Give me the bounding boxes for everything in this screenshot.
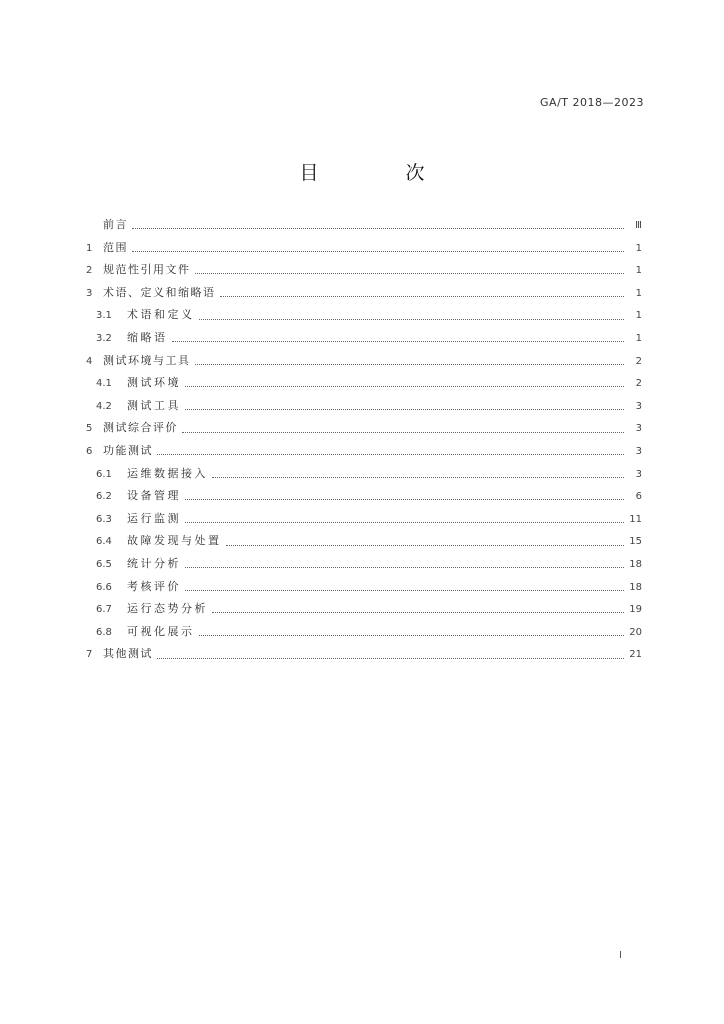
dot-leader [185, 589, 624, 591]
toc-entry-title: 术语、定义和缩略语 [103, 285, 216, 299]
toc-entry-page: 3 [635, 400, 642, 412]
dot-leader [199, 634, 625, 636]
toc-entry-page: 2 [635, 378, 642, 390]
toc-entry[interactable] [86, 553, 642, 576]
toc-entry-title: 统计分析 [127, 556, 181, 570]
page-title: 目 次 [299, 162, 459, 184]
toc-entry[interactable] [86, 214, 642, 237]
toc-entry-page: 1 [635, 287, 642, 299]
toc-entry-page: 3 [635, 468, 642, 480]
toc-entry-number: 6.2 [96, 491, 112, 503]
toc-entry-number: 4.2 [96, 400, 112, 412]
toc-entry-number: 3.2 [96, 332, 112, 344]
toc-entry-number: 6.8 [96, 626, 112, 638]
dot-leader [195, 363, 625, 365]
toc-entry-number: 6.1 [96, 468, 112, 480]
toc-entry-page: 1 [635, 310, 642, 322]
dot-leader [220, 295, 625, 297]
toc-entry-title: 故障发现与处置 [127, 534, 222, 548]
dot-leader [132, 227, 624, 229]
toc-entry[interactable] [86, 395, 642, 418]
toc-entry-page: 1 [635, 242, 642, 254]
toc-entry-title: 测试综合评价 [103, 421, 178, 435]
toc-entry-page: 18 [629, 558, 642, 570]
toc-entry[interactable] [86, 304, 642, 327]
toc-entry-title: 运行监测 [127, 511, 181, 525]
toc-entry-page: 21 [629, 649, 642, 661]
toc-entry-number: 6.7 [96, 604, 112, 616]
toc-entry[interactable] [86, 621, 642, 644]
toc-entry-number: 6.4 [96, 536, 112, 548]
toc-entry-title: 功能测试 [103, 443, 153, 457]
table-of-contents [86, 214, 642, 666]
dot-leader [185, 521, 624, 523]
toc-entry-number: 6 [86, 445, 93, 457]
toc-entry-title: 运行态势分析 [127, 602, 208, 616]
toc-entry-title: 测试环境与工具 [103, 353, 191, 367]
toc-entry-page: 6 [635, 491, 642, 503]
toc-entry-title: 运维数据接入 [127, 466, 208, 480]
toc-entry-title: 范围 [103, 240, 128, 254]
toc-entry-title: 前言 [103, 218, 128, 231]
toc-entry-number: 2 [86, 265, 93, 277]
toc-entry-title: 考核评价 [127, 579, 181, 593]
dot-leader [157, 453, 624, 455]
dot-leader [199, 318, 625, 320]
toc-entry-number: 1 [86, 242, 93, 254]
standard-code: GA/T 2018—2023 [540, 96, 644, 109]
toc-entry-number: 6.3 [96, 513, 112, 525]
toc-entry-page: 3 [635, 445, 642, 457]
toc-entry-number: 6.5 [96, 558, 112, 570]
toc-entry[interactable] [86, 282, 642, 305]
toc-entry-title: 可视化展示 [127, 624, 195, 638]
dot-leader [226, 544, 625, 546]
toc-entry-page: 2 [635, 355, 642, 367]
toc-entry-page: 18 [629, 581, 642, 593]
toc-entry[interactable] [86, 643, 642, 666]
toc-entry[interactable] [86, 576, 642, 599]
toc-entry-page: 11 [629, 513, 642, 525]
toc-entry[interactable] [86, 463, 642, 486]
toc-entry-title: 测试工具 [127, 398, 181, 412]
toc-entry[interactable] [86, 259, 642, 282]
dot-leader [132, 250, 624, 252]
toc-entry[interactable] [86, 372, 642, 395]
toc-entry-number: 7 [86, 649, 93, 661]
dot-leader [182, 431, 624, 433]
toc-entry-page: 1 [635, 265, 642, 277]
page-number: I [619, 950, 622, 961]
toc-entry-page: 1 [635, 332, 642, 344]
toc-entry-title: 术语和定义 [127, 308, 195, 322]
toc-entry-page: 3 [635, 423, 642, 435]
dot-leader [185, 498, 624, 500]
toc-entry[interactable] [86, 417, 642, 440]
toc-entry-number: 4.1 [96, 378, 112, 390]
dot-leader [185, 408, 624, 410]
toc-entry[interactable] [86, 598, 642, 621]
toc-entry-page: Ⅲ [635, 220, 642, 231]
dot-leader [212, 476, 624, 478]
toc-entry-title: 规范性引用文件 [103, 263, 191, 277]
dot-leader [185, 385, 624, 387]
toc-entry-number: 5 [86, 423, 93, 435]
toc-entry-number: 6.6 [96, 581, 112, 593]
toc-entry-page: 19 [629, 604, 642, 616]
toc-entry[interactable] [86, 508, 642, 531]
toc-entry[interactable] [86, 350, 642, 373]
dot-leader [212, 611, 624, 613]
toc-entry-number: 3.1 [96, 310, 112, 322]
toc-entry[interactable] [86, 440, 642, 463]
toc-entry-number: 4 [86, 355, 93, 367]
toc-entry-title: 测试环境 [127, 376, 181, 390]
toc-entry[interactable] [86, 237, 642, 260]
dot-leader [157, 657, 624, 659]
toc-entry-page: 20 [629, 626, 642, 638]
toc-entry-title: 缩略语 [127, 330, 168, 344]
toc-entry[interactable] [86, 485, 642, 508]
toc-entry-number: 3 [86, 287, 93, 299]
dot-leader [185, 566, 624, 568]
dot-leader [172, 340, 625, 342]
dot-leader [195, 272, 625, 274]
toc-entry-title: 其他测试 [103, 647, 153, 661]
toc-entry-page: 15 [629, 536, 642, 548]
toc-entry[interactable] [86, 530, 642, 553]
toc-entry[interactable] [86, 327, 642, 350]
toc-entry-title: 设备管理 [127, 489, 181, 503]
